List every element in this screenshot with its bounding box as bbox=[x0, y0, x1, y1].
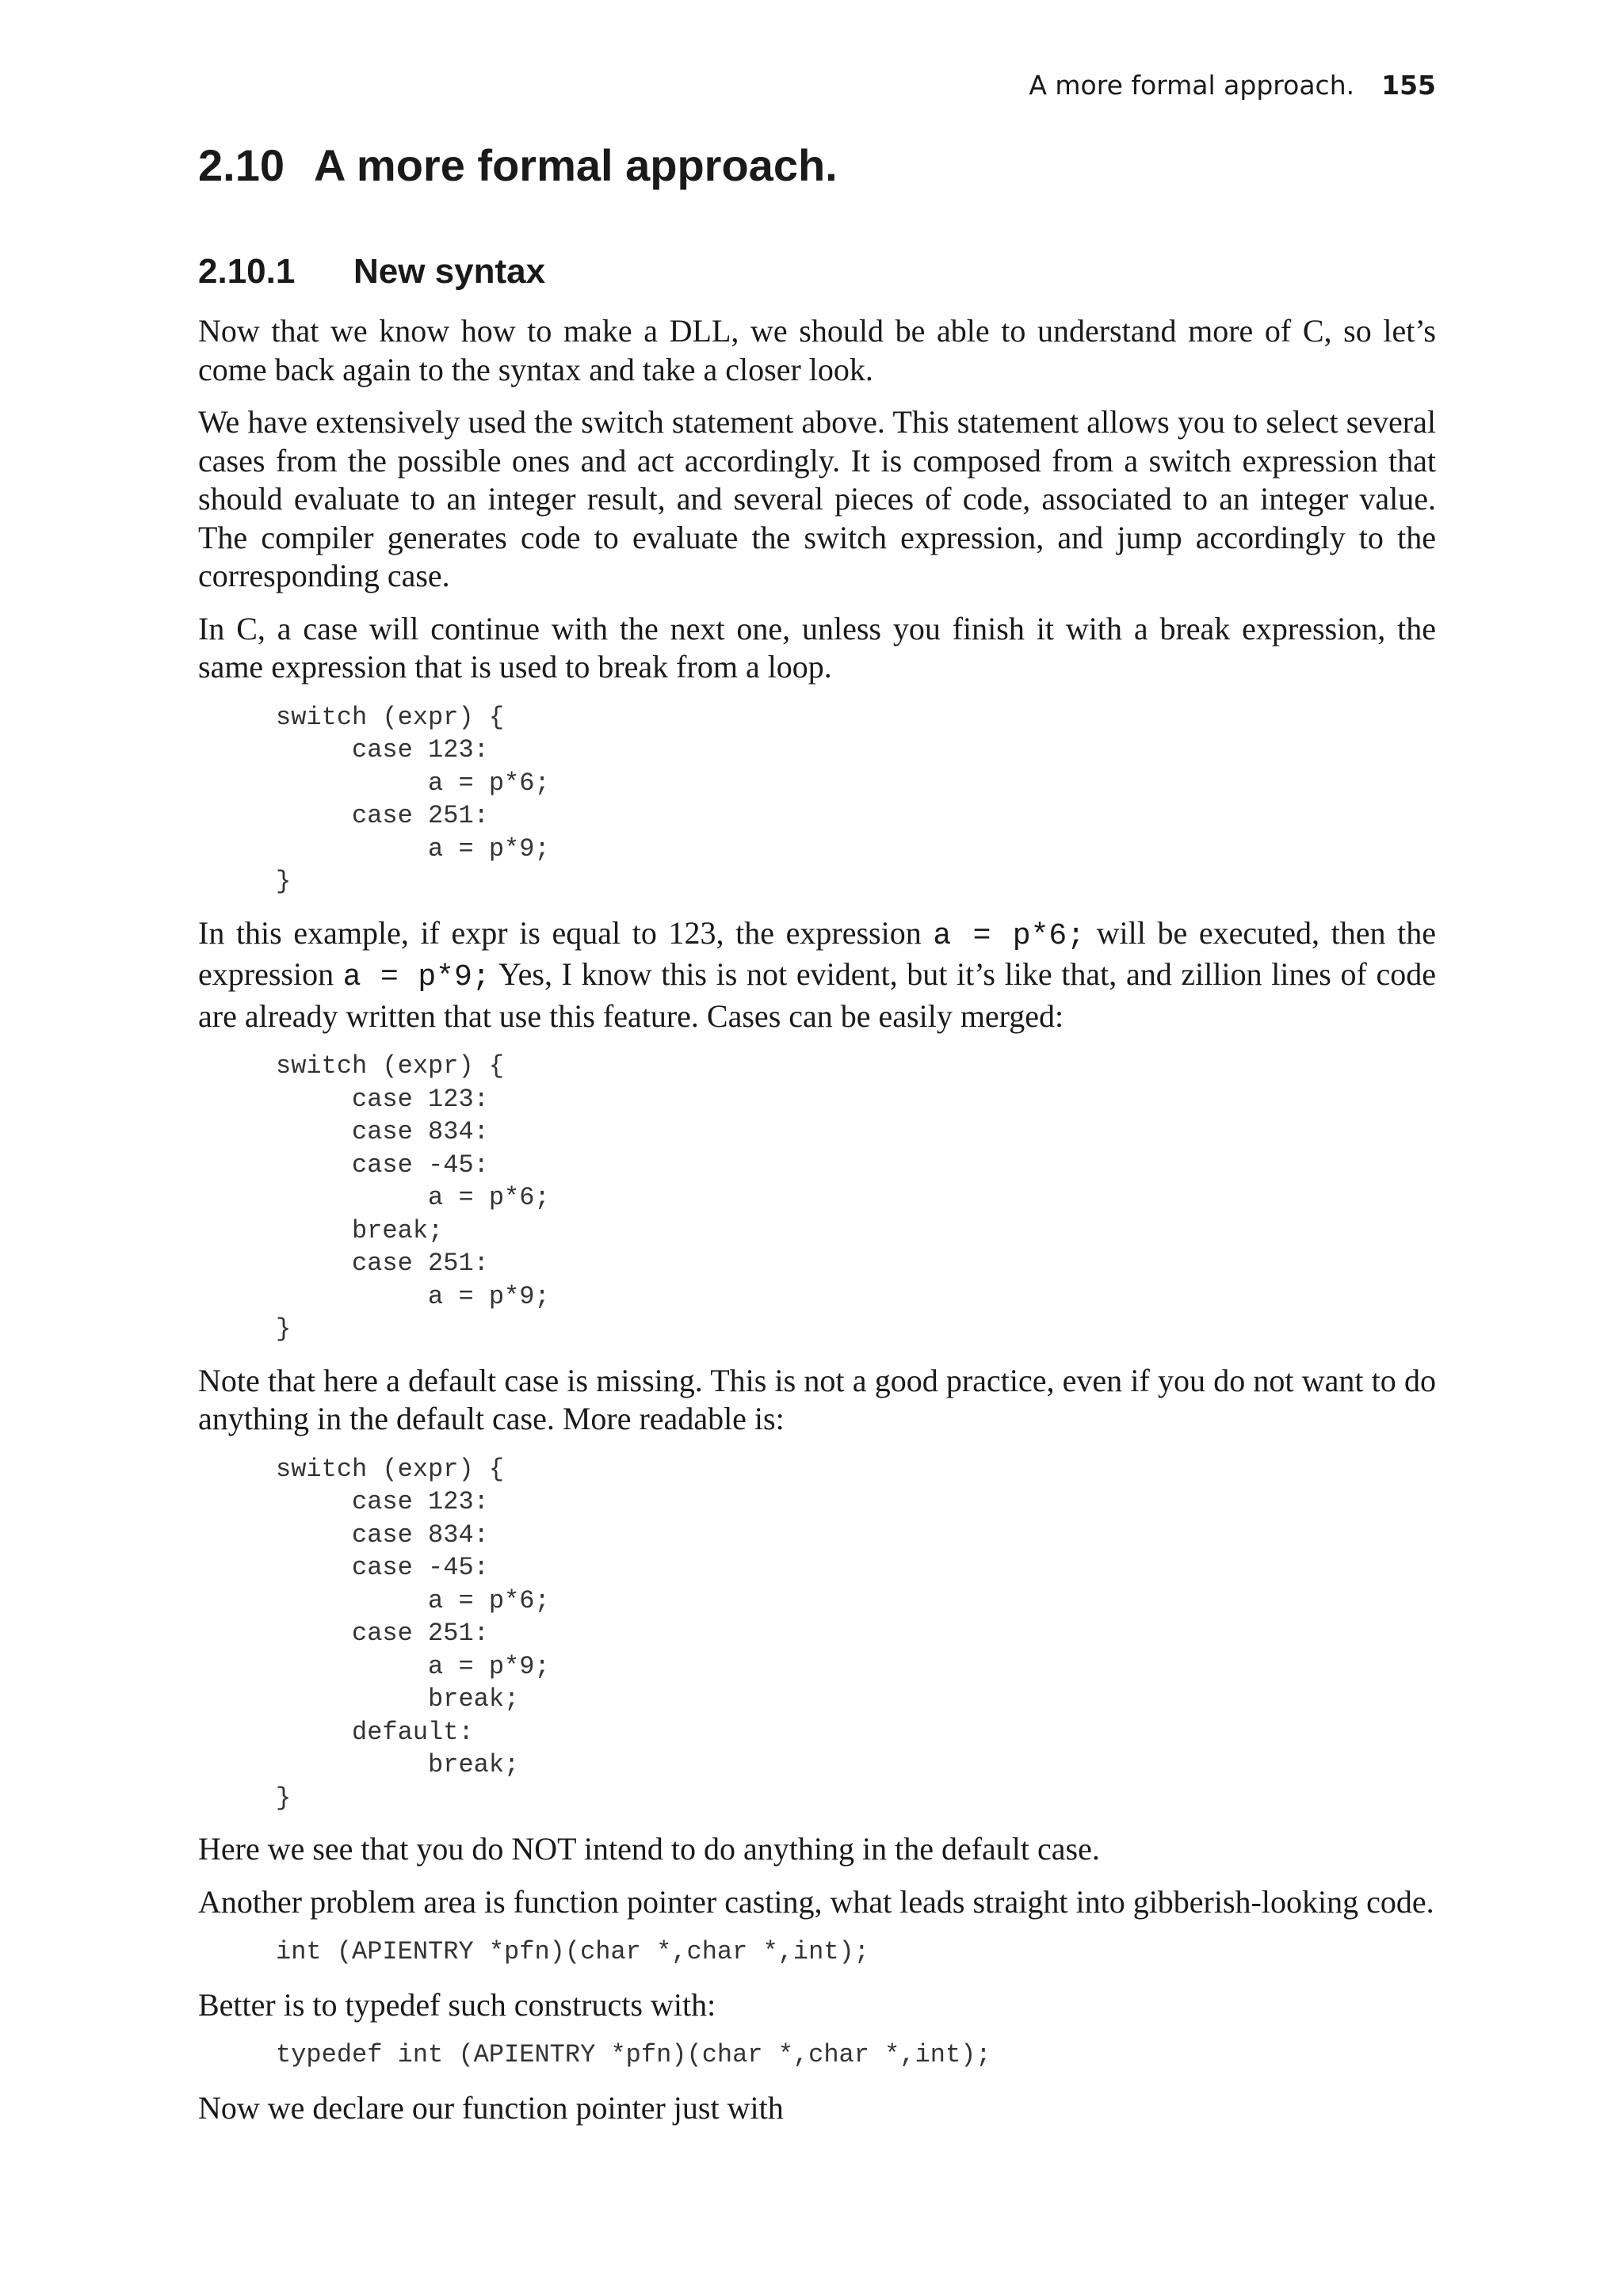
inline-code: a = p*6; bbox=[933, 918, 1086, 953]
paragraph-default-missing: Note that here a default case is missing. This is not a good practice, even if you do not want to do anything in the default case. More readable is: bbox=[198, 1362, 1436, 1436]
paragraph-typedef: Better is to typedef such constructs with: bbox=[198, 1986, 716, 2023]
running-header bbox=[1029, 70, 1436, 101]
paragraph-switch-description: We have extensively used the switch statement above. This statement allows you to select several cases from the possible ones and act accordingly. It is composed from a switch expression that should evaluate to an integer result, and several pieces of code, associated to an integer value. The compiler generates code to evaluate the switch expression, and jump accordingly to the corresponding case. bbox=[198, 404, 1436, 593]
paragraph-example-explanation bbox=[198, 914, 1436, 1036]
section-title: A more formal approach. bbox=[314, 140, 838, 190]
code-block-switch-basic: switch (expr) { case 123: a = p*6; case 251: a = p*9; } bbox=[276, 702, 550, 896]
section-heading bbox=[198, 139, 838, 191]
running-header-title: A more formal approach. bbox=[1029, 70, 1355, 101]
text-fragment: will be executed, then the expression bbox=[198, 914, 1436, 992]
code-line-function-pointer: int (APIENTRY *pfn)(char *,char *,int); bbox=[276, 1937, 869, 1966]
text-fragment: In this example, if expr is equal to 123, the expression bbox=[198, 914, 934, 951]
subsection-number: 2.10.1 bbox=[198, 252, 296, 291]
subsection-heading bbox=[198, 252, 545, 292]
paragraph-intro: Now that we know how to make a DLL, we should be able to understand more of C, so let’s come back again to the syntax and take a closer look. bbox=[198, 313, 1436, 387]
code-line-typedef: typedef int (APIENTRY *pfn)(char *,char *,int); bbox=[276, 2040, 991, 2069]
paragraph-declare: Now we declare our function pointer just with bbox=[198, 2089, 784, 2126]
subsection-title: New syntax bbox=[353, 252, 546, 291]
text-fragment: Yes, I know this is not evident, but it’s like that, and zillion lines of code are already written that use this feature. Cases can be easily merged: bbox=[198, 956, 1437, 1034]
code-block-switch-merged: switch (expr) { case 123: case 834: case -45: a = p*6; break; case 251: a = p*9; } bbox=[276, 1051, 550, 1344]
page-number: 155 bbox=[1381, 70, 1436, 101]
paragraph-function-pointer: Another problem area is function pointer casting, what leads straight into gibberish-looking code. bbox=[198, 1883, 1434, 1920]
inline-code: a = p*9; bbox=[342, 960, 491, 994]
paragraph-default-intent: Here we see that you do NOT intend to do anything in the default case. bbox=[198, 1831, 1100, 1867]
section-number: 2.10 bbox=[198, 140, 285, 190]
code-block-switch-default: switch (expr) { case 123: case 834: case -45: a = p*6; case 251: a = p*9; break; default: break; } bbox=[276, 1454, 550, 1813]
body-text bbox=[198, 312, 1436, 2142]
paragraph-fallthrough: In C, a case will continue with the next one, unless you finish it with a break expression, the same expression that is used to break from a loop. bbox=[198, 610, 1436, 685]
